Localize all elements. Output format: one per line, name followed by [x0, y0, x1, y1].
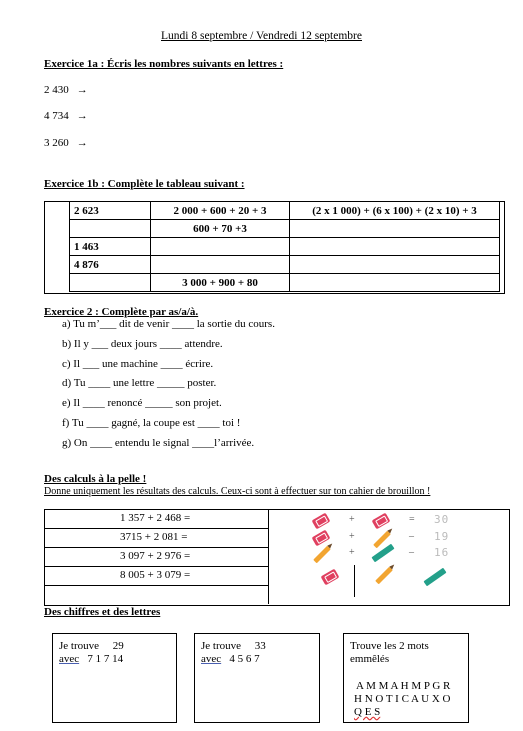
arrow-icon: → [76, 84, 88, 96]
table-cell[interactable] [290, 238, 500, 256]
letters-line: A M M A H M P G R [356, 680, 451, 692]
chiffres-box-3 [343, 633, 469, 723]
arrow-icon: → [76, 137, 88, 149]
list-item: f) Tu ____ gagné, la coupe est ____ toi ! [62, 416, 241, 429]
table-cell[interactable] [70, 274, 151, 292]
table-cell[interactable] [151, 238, 290, 256]
calculs-table [44, 509, 269, 604]
table-row [70, 238, 500, 256]
calc-expression: 3715 + 2 081 = [120, 531, 188, 543]
table-cell[interactable] [151, 256, 290, 274]
table-row [70, 274, 500, 292]
je-trouve-label: Je trouve [201, 640, 242, 652]
table-row[interactable] [44, 566, 268, 586]
table-cell[interactable]: (2 x 1 000) + (6 x 100) + (2 x 10) + 3 [290, 202, 500, 220]
table-cell[interactable] [290, 256, 500, 274]
table-cell[interactable] [70, 220, 151, 238]
ex1b-title: Exercice 1b : Complète le tableau suivant : [44, 178, 245, 190]
ex1a-number: 4 734 [44, 110, 69, 122]
table-cell[interactable]: 3 000 + 900 + 80 [151, 274, 290, 292]
emmeles-label: emmêlés [350, 653, 390, 665]
letters-line: Q E S [354, 706, 381, 718]
table-cell[interactable] [290, 274, 500, 292]
list-item: e) Il ____ renoncé _____ son projet. [62, 397, 222, 410]
puzzle-result: 30 [434, 513, 450, 526]
table-cell[interactable]: 1 463 [70, 238, 151, 256]
avec-label: avec [201, 653, 222, 665]
equals-sign: = [409, 514, 415, 525]
arrow-icon: → [76, 110, 88, 122]
table-row [70, 256, 500, 274]
plus-sign: + [349, 547, 355, 558]
table-cell[interactable]: 2 623 [70, 202, 151, 220]
avec-label: avec [59, 653, 80, 665]
calculs-subtitle: Donne uniquement les résultats des calculs. Ceux-ci sont à effectuer sur ton cahier de brouillon ! [44, 486, 431, 497]
given-numbers: 7 1 7 14 [87, 653, 124, 665]
table-cell[interactable]: 4 876 [70, 256, 151, 274]
calc-expression: 3 097 + 2 976 = [120, 550, 191, 562]
list-item: a) Tu m’___ dit de venir ____ la sortie du cours. [62, 318, 275, 330]
ex1a-item [44, 137, 88, 149]
calc-expression: 8 005 + 3 079 = [120, 569, 191, 581]
target-number: 33 [254, 640, 266, 652]
trouve-mots-label: Trouve les 2 mots [350, 640, 429, 652]
calc-expression: 1 357 + 2 468 = [120, 512, 191, 524]
list-item: c) Il ___ une machine ____ écrire. [62, 357, 214, 370]
ex1a-number: 2 430 [44, 84, 69, 96]
page-date-header: Lundi 8 septembre / Vendredi 12 septembre [161, 30, 362, 42]
chiffres-title: Des chiffres et des lettres [44, 606, 161, 618]
chiffres-box-1 [52, 633, 177, 723]
ex1a-number: 3 260 [44, 137, 69, 149]
ex1a-item [44, 84, 88, 96]
table-row [70, 220, 500, 238]
target-number: 29 [112, 640, 124, 652]
calculs-title: Des calculs à la pelle ! [44, 473, 147, 485]
table-row[interactable] [44, 528, 268, 548]
list-item: d) Tu ____ une lettre _____ poster. [62, 377, 217, 390]
box-line [59, 653, 123, 665]
letters-line: H N O T I C A U X O [354, 693, 451, 705]
puzzle-result: 19 [434, 530, 450, 543]
minus-sign: – [409, 547, 414, 558]
given-numbers: 4 5 6 7 [229, 653, 260, 665]
table-row[interactable] [44, 509, 268, 529]
table-row [70, 202, 500, 220]
puzzle-result: 16 [434, 546, 450, 559]
ex2-title: Exercice 2 : Complète par as/a/à. [44, 306, 199, 318]
plus-sign: + [349, 531, 355, 542]
ex1a-title: Exercice 1a : Écris les nombres suivants en lettres : [44, 58, 284, 70]
table-row[interactable] [44, 547, 268, 567]
ex1b-table [69, 201, 500, 292]
ex2-list [62, 318, 275, 457]
chiffres-box-2 [194, 633, 320, 723]
list-item: b) Il y ___ deux jours ____ attendre. [62, 337, 223, 350]
table-cell[interactable] [290, 220, 500, 238]
box-line [201, 653, 260, 665]
minus-sign: – [409, 531, 414, 542]
list-item: g) On ____ entendu le signal ____l’arrivée. [62, 436, 255, 449]
table-cell[interactable]: 2 000 + 600 + 20 + 3 [151, 202, 290, 220]
box-line [59, 640, 124, 652]
je-trouve-label: Je trouve [59, 640, 100, 652]
box-line [201, 640, 266, 652]
table-cell[interactable]: 600 + 70 +3 [151, 220, 290, 238]
ex1a-item [44, 110, 88, 122]
plus-sign: + [349, 514, 355, 525]
divider [354, 565, 355, 597]
